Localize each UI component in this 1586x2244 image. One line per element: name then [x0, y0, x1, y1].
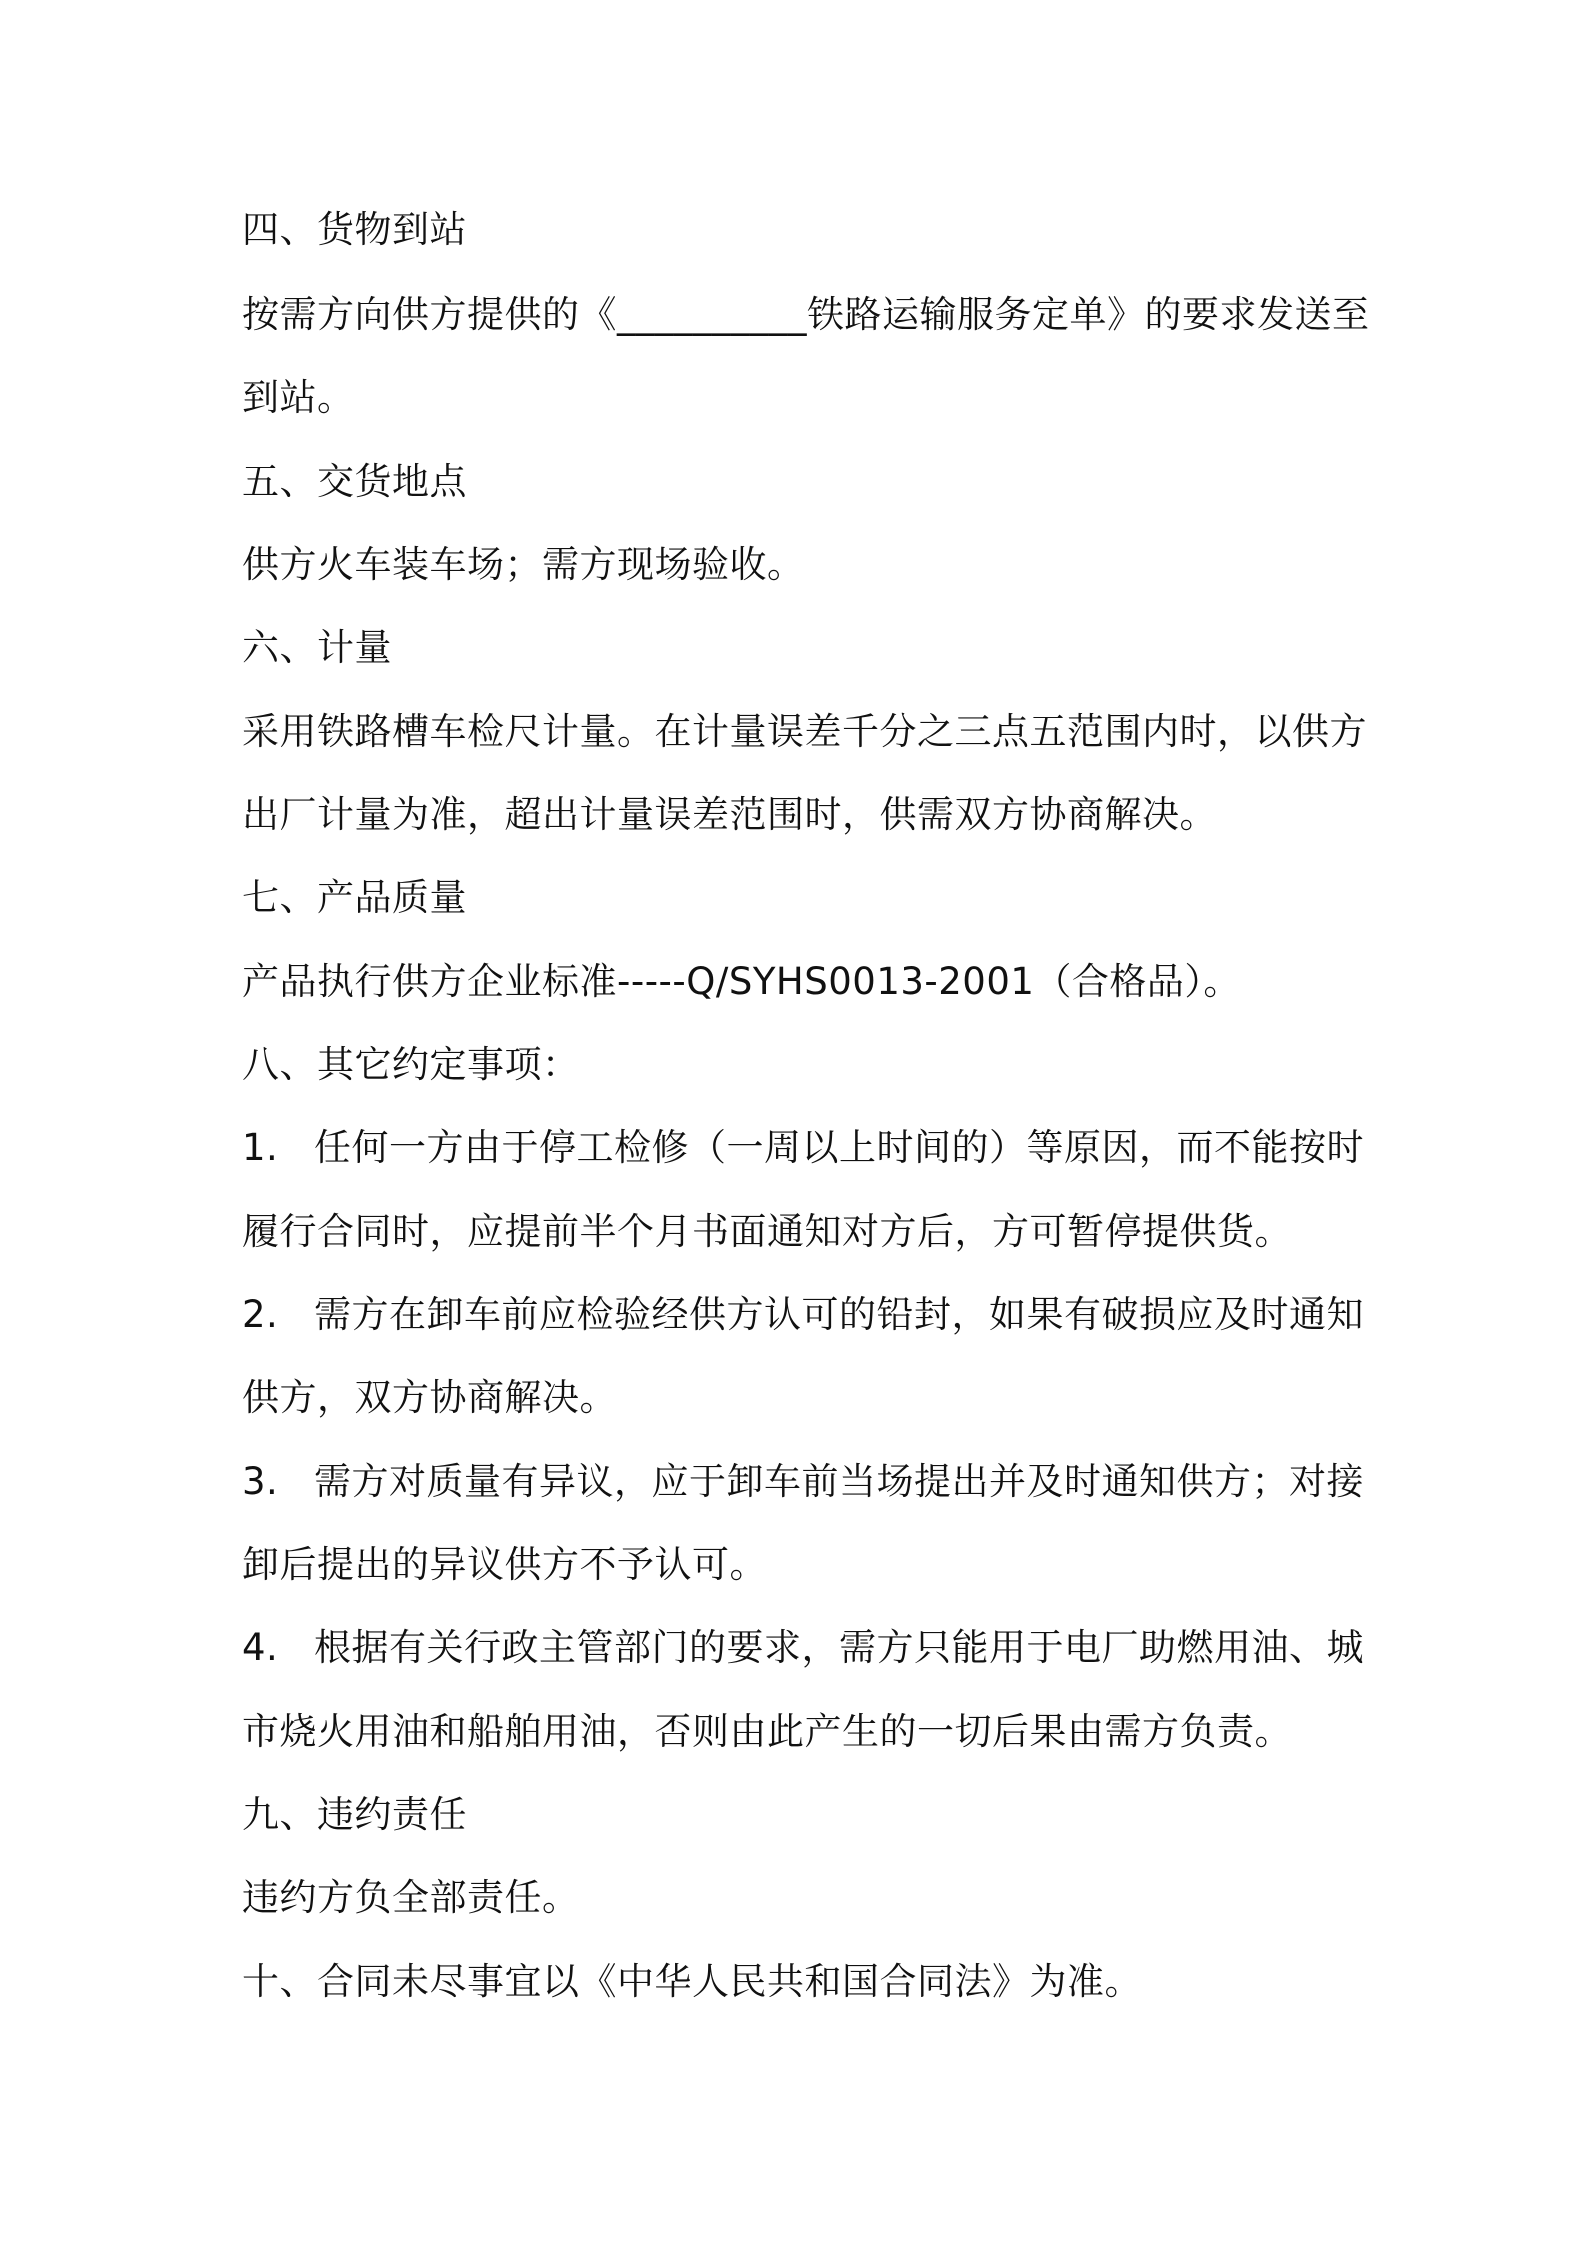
section-6-text-line-1: 采用铁路槽车检尺计量。在计量误差千分之三点五范围内时，以供方 — [242, 710, 1367, 753]
item-4-number: 4. — [242, 1626, 279, 1669]
item-3-number: 3. — [242, 1460, 279, 1503]
section-4-heading: 四、货物到站 — [242, 208, 467, 251]
item-2-number: 2. — [242, 1293, 279, 1336]
item-4-line-2: 市烧火用油和船舶用油，否则由此产生的一切后果由需方负责。 — [242, 1710, 1292, 1753]
section-10-text: 十、合同未尽事宜以《中华人民共和国合同法》为准。 — [242, 1960, 1142, 2003]
section-6-text-line-2: 出厂计量为准，超出计量误差范围时，供需双方协商解决。 — [242, 793, 1217, 836]
item-2-line-2: 供方，双方协商解决。 — [242, 1376, 617, 1419]
section-4-text-line-1: 按需方向供方提供的《__________铁路运输服务定单》的要求发送至 — [242, 293, 1370, 336]
item-3-line-1 — [242, 1458, 1362, 1506]
section-8-heading: 八、其它约定事项： — [242, 1043, 580, 1086]
section-4-text-line-2: 到站。 — [242, 376, 355, 419]
item-3-line-2: 卸后提出的异议供方不予认可。 — [242, 1543, 767, 1586]
item-1-line-1 — [242, 1124, 1362, 1172]
section-7-text: 产品执行供方企业标准-----Q/SYHS0013-2001（合格品）。 — [242, 960, 1241, 1003]
item-1-line-2: 履行合同时，应提前半个月书面通知对方后，方可暂停提供货。 — [242, 1210, 1292, 1253]
section-9-text: 违约方负全部责任。 — [242, 1876, 580, 1919]
section-9-heading: 九、违约责任 — [242, 1793, 467, 1836]
section-6-heading: 六、计量 — [242, 626, 392, 669]
item-3-text: 需方对质量有异议，应于卸车前当场提出并及时通知供方；对接 — [314, 1460, 1364, 1503]
item-2-line-1 — [242, 1291, 1362, 1339]
item-2-text: 需方在卸车前应检验经供方认可的铅封，如果有破损应及时通知 — [314, 1293, 1364, 1336]
section-5-text: 供方火车装车场；需方现场验收。 — [242, 543, 805, 586]
section-7-heading: 七、产品质量 — [242, 876, 467, 919]
item-4-text: 根据有关行政主管部门的要求，需方只能用于电厂助燃用油、城 — [314, 1626, 1364, 1669]
section-5-heading: 五、交货地点 — [242, 460, 467, 503]
item-1-text: 任何一方由于停工检修（一周以上时间的）等原因，而不能按时 — [314, 1126, 1364, 1169]
item-1-number: 1. — [242, 1126, 279, 1169]
item-4-line-1 — [242, 1624, 1362, 1672]
